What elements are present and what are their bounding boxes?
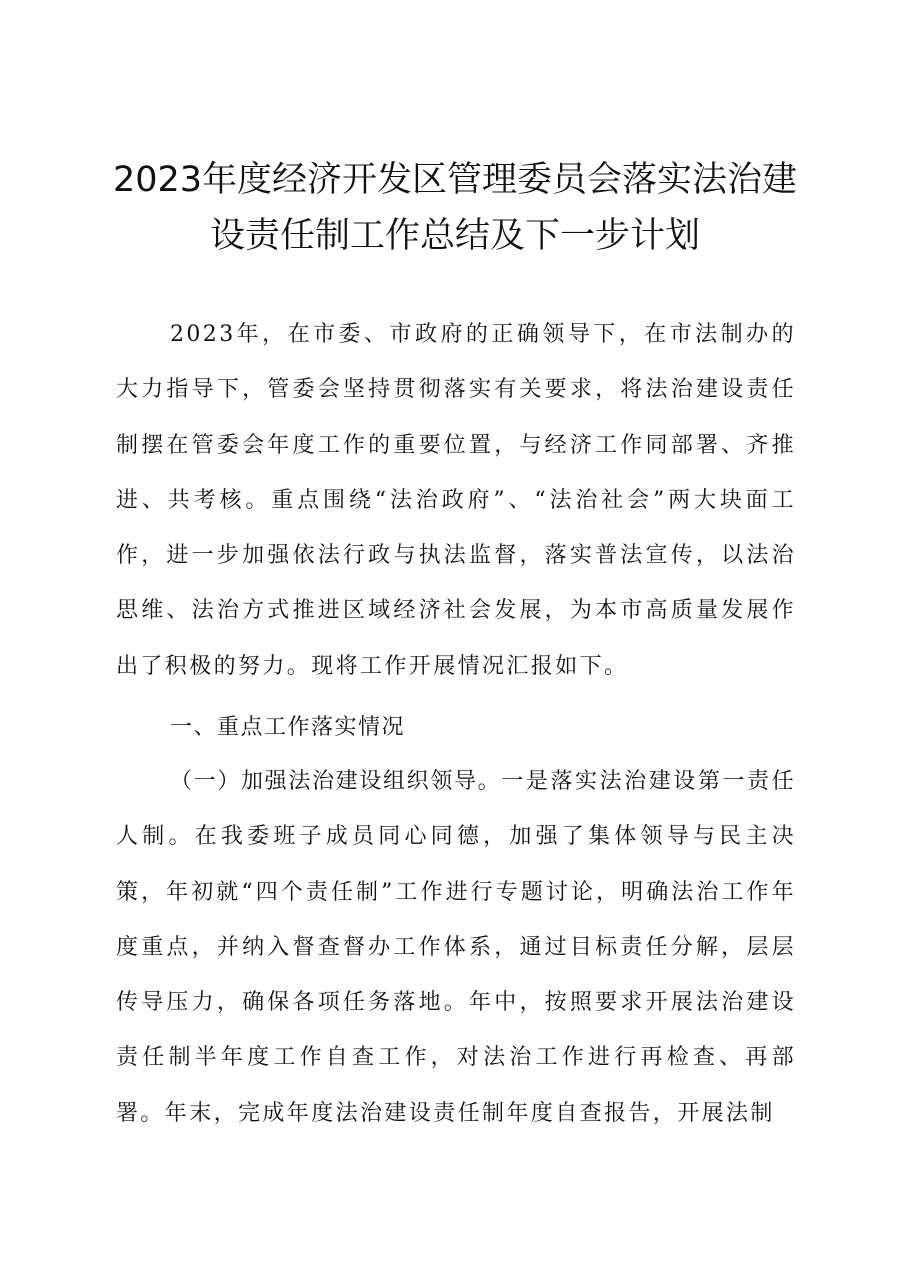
subsection-body: 一是落实法治建设第一责任人制。在我委班子成员同心同德，加强了集体领导与民主决策，年初就“四个责任制”工作进行专题讨论，明确法治工作年度重点，并纳入督查督办工作体系，通过目标责任分解，层层传导压力，确保各项任务落地。年中，按照要求开展法治建设责任制半年度工作自查工作，对法治工作进行再检查、再部署。年末，完成年度法治建设责任制年度自查报告，开展法制 xyxy=(116,769,796,1126)
intro-paragraph: 2023年，在市委、市政府的正确领导下，在市法制办的大力指导下，管委会坚持贯彻落实有关要求，将法治建设责任制摆在管委会年度工作的重要位置，与经济工作同部署、齐推进、共考核。重点围绕“法治政府”、“法治社会”两大块面工作，进一步加强依法行政与执法监督，落实普法宣传，以法治思维、法治方式推进区域经济社会发展，为本市高质量发展作出了积极的努力。现将工作开展情况汇报如下。 xyxy=(116,322,796,679)
subsection-lead: （一）加强法治建设组织领导。 xyxy=(170,769,502,794)
title-line-1: 2023年度经济开发区管理委员会落实法治建 xyxy=(112,160,798,200)
section-heading: 一、重点工作落实情况 xyxy=(170,715,406,740)
subsection-paragraph xyxy=(116,754,796,1141)
title-line-2: 设责任制工作总结及下一步计划 xyxy=(209,216,700,256)
document-title xyxy=(110,152,800,264)
